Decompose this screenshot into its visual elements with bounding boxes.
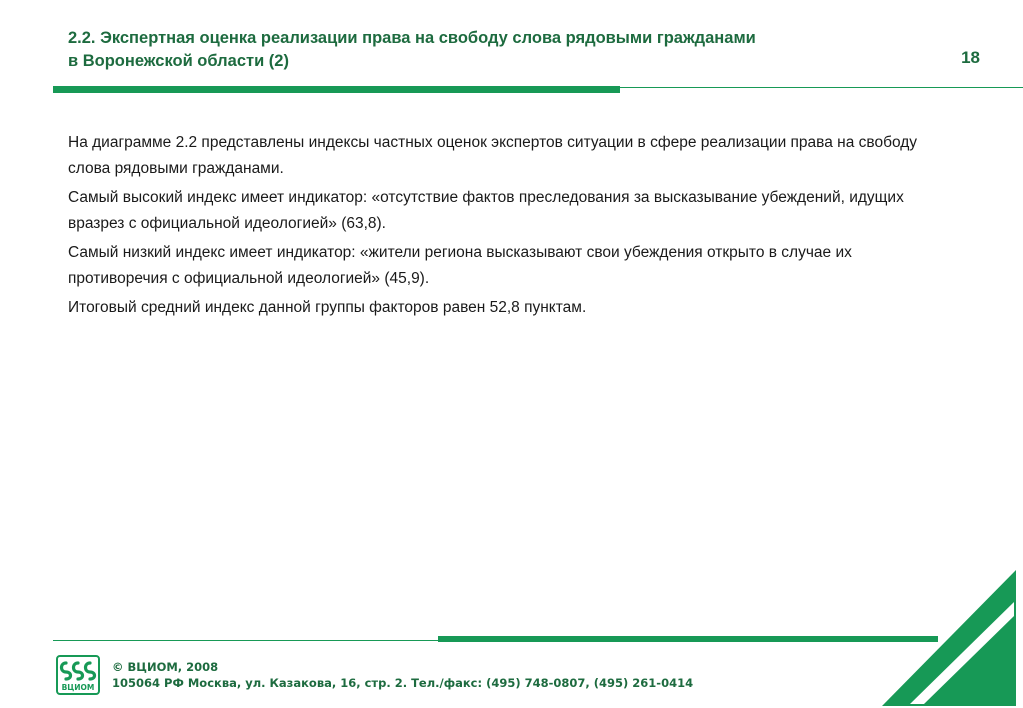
paragraph-lowest-index: Самый низкий индекс имеет индикатор: «жители региона высказывают свои убеждения открыто в случае их противоречия с официальной идеологией» (45,9).	[68, 244, 852, 287]
header-divider-thick	[53, 86, 620, 93]
footer-copyright: © ВЦИОМ, 2008	[112, 660, 219, 674]
footer-divider-thin	[53, 640, 438, 641]
paragraph-highest-index: Самый высокий индекс имеет индикатор: «отсутствие фактов преследования за высказывание убеждений, идущих вразрез с официальной идеологией» (63,8).	[68, 189, 904, 232]
header-divider-thin	[620, 87, 1023, 88]
footer-text	[112, 659, 812, 691]
corner-triangle-graphic	[880, 568, 1023, 708]
vciom-logo-icon	[56, 655, 100, 695]
paragraph-intro: На диаграмме 2.2 представлены индексы частных оценок экспертов ситуации в сфере реализации права на свободу слова рядовыми гражданами.	[68, 134, 918, 177]
page-number: 18	[961, 48, 980, 67]
slide-title	[68, 27, 888, 73]
slide-title-line-2: в Воронежской области (2)	[68, 52, 289, 70]
footer-address: 105064 РФ Москва, ул. Казакова, 16, стр. 2. Тел./факс: (495) 748-0807, (495) 261-0414	[112, 676, 694, 690]
slide-title-line-1: 2.2. Экспертная оценка реализации права на свободу слова рядовыми гражданами	[68, 29, 756, 47]
footer-divider-thick	[438, 636, 938, 642]
logo-text: ВЦИОМ	[61, 683, 95, 692]
body-text	[68, 130, 948, 324]
paragraph-average-index: Итоговый средний индекс данной группы факторов равен 52,8 пунктам.	[68, 299, 587, 316]
